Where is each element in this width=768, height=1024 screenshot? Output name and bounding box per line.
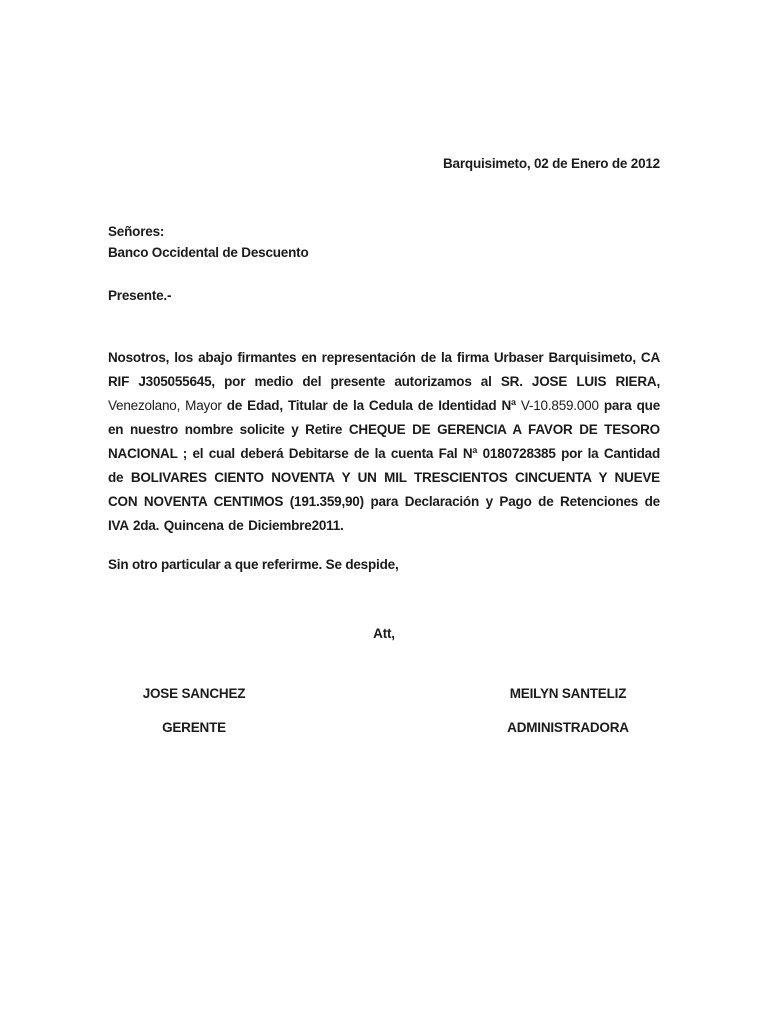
paragraph-segment: Nosotros, los abajo firmantes en representación de la firma Urbaser Barquisimeto, CA RIF J305055645, por medio del presente autorizamos al SR. JOSE LUIS RIERA,: [108, 350, 660, 389]
signature-name: MEILYN SANTELIZ: [509, 686, 627, 701]
paragraph-segment: de Edad, Titular de la Cedula de Identidad Nª: [221, 398, 521, 413]
presente-line: Presente.-: [108, 288, 172, 303]
date-line: Barquisimeto, 02 de Enero de 2012: [443, 156, 660, 171]
closing-line: Sin otro particular a que referirme. Se despide,: [108, 557, 399, 572]
recipient-block: [108, 221, 660, 306]
paragraph-segment: Venezolano, Mayor: [108, 398, 222, 413]
body-paragraph: [108, 346, 660, 538]
paragraph-segment: para que en nuestro nombre solicite y Retire CHEQUE DE GERENCIA A FAVOR DE TESORO NACIONAL ; el cual deberá Debitarse de la cuenta Fal Nª 0180728385 por la Cantidad de BOLIVARES CIENTO NOVENTA Y UN MIL TRESCIENTOS CINCUENTA Y NUEVE CON NOVENTA CENTIMOS (191.359,90) para Declaración y Pago de Retenciones de IVA 2da. Quincena de Diciembre2011.: [108, 398, 661, 533]
signature-right: [476, 686, 660, 735]
signature-block: [108, 686, 660, 735]
att-line: Att,: [373, 626, 395, 641]
signature-title: GERENTE: [162, 720, 226, 735]
signature-name: JOSE SANCHEZ: [142, 686, 246, 701]
signature-title: ADMINISTRADORA: [507, 720, 629, 735]
recipient-name: Banco Occidental de Descuento: [108, 245, 309, 260]
recipient-salutation: Señores:: [108, 224, 165, 239]
paragraph-segment: V-10.859.000: [520, 398, 599, 413]
signature-left: [108, 686, 280, 735]
